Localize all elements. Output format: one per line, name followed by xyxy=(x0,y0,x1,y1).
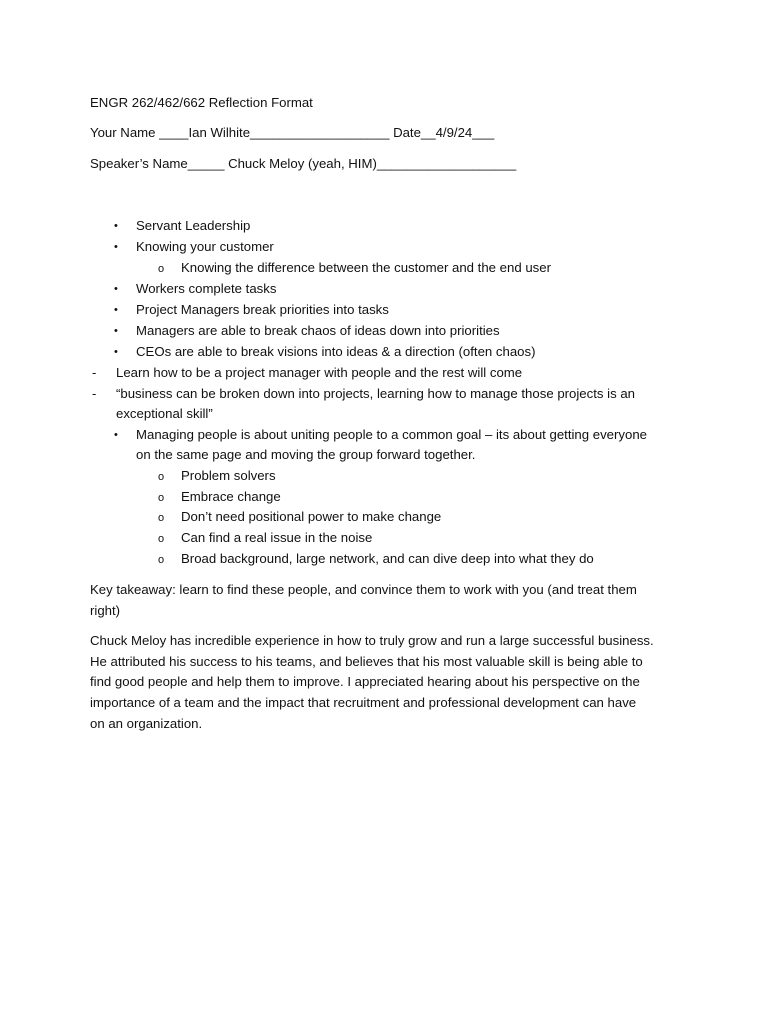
list-item-text: Can find a real issue in the noise xyxy=(181,530,373,545)
speaker-name-line: Speaker’s Name_____ Chuck Meloy (yeah, HIM)___________________ xyxy=(90,156,517,171)
bullet-icon: • xyxy=(114,283,118,295)
bullet-icon: • xyxy=(114,304,118,316)
reflection-line-3: find good people and help them to improve. I appreciated hearing about his perspective on the xyxy=(90,674,640,689)
list-item-text: Knowing the difference between the customer and the end user xyxy=(181,260,551,275)
list-item-text: Managing people is about uniting people to a common goal – its about getting everyone xyxy=(136,427,648,442)
bullet-icon: • xyxy=(114,325,118,337)
reflection-line-4: importance of a team and the impact that recruitment and professional development can have xyxy=(90,695,637,710)
circle-bullet-icon: o xyxy=(158,512,165,524)
document-title: ENGR 262/462/662 Reflection Format xyxy=(90,95,313,110)
dash-marker: - xyxy=(92,365,97,380)
takeaway-line-1: Key takeaway: learn to find these people, and convince them to work with you (and treat them xyxy=(90,582,637,597)
bullet-icon: • xyxy=(114,241,118,253)
list-item-text: Workers complete tasks xyxy=(136,281,277,296)
list-item-text: CEOs are able to break visions into ideas & a direction (often chaos) xyxy=(136,344,536,359)
dash-marker: - xyxy=(92,386,97,401)
circle-bullet-icon: o xyxy=(158,263,165,275)
bullet-icon: • xyxy=(114,220,118,232)
reflection-line-1: Chuck Meloy has incredible experience in how to truly grow and run a large successful business. xyxy=(90,633,654,648)
circle-bullet-icon: o xyxy=(158,554,165,566)
reflection-line-5: on an organization. xyxy=(90,716,203,731)
list-item-text: Broad background, large network, and can dive deep into what they do xyxy=(181,551,594,566)
list-item-text-continued: on the same page and moving the group forward together. xyxy=(136,447,476,462)
list-item-text: Servant Leadership xyxy=(136,218,251,233)
list-item-text: Embrace change xyxy=(181,489,281,504)
student-name-line: Your Name ____Ian Wilhite___________________ Date__4/9/24___ xyxy=(90,125,495,140)
list-item-text: Knowing your customer xyxy=(136,239,274,254)
circle-bullet-icon: o xyxy=(158,471,165,483)
circle-bullet-icon: o xyxy=(158,533,165,545)
list-item-text: Problem solvers xyxy=(181,468,276,483)
list-item-text-continued: exceptional skill” xyxy=(116,406,213,421)
reflection-line-2: He attributed his success to his teams, and believes that his most valuable skill is being able to xyxy=(90,654,643,669)
bullet-icon: • xyxy=(114,346,118,358)
bullet-icon: • xyxy=(114,429,118,441)
list-item-text: Learn how to be a project manager with people and the rest will come xyxy=(116,365,523,380)
list-item-text: “business can be broken down into projects, learning how to manage those projects is an xyxy=(116,386,636,401)
list-item-text: Managers are able to break chaos of ideas down into priorities xyxy=(136,323,500,338)
list-item-text: Project Managers break priorities into tasks xyxy=(136,302,389,317)
circle-bullet-icon: o xyxy=(158,492,165,504)
list-item-text: Don’t need positional power to make change xyxy=(181,509,442,524)
takeaway-line-2: right) xyxy=(90,603,121,618)
